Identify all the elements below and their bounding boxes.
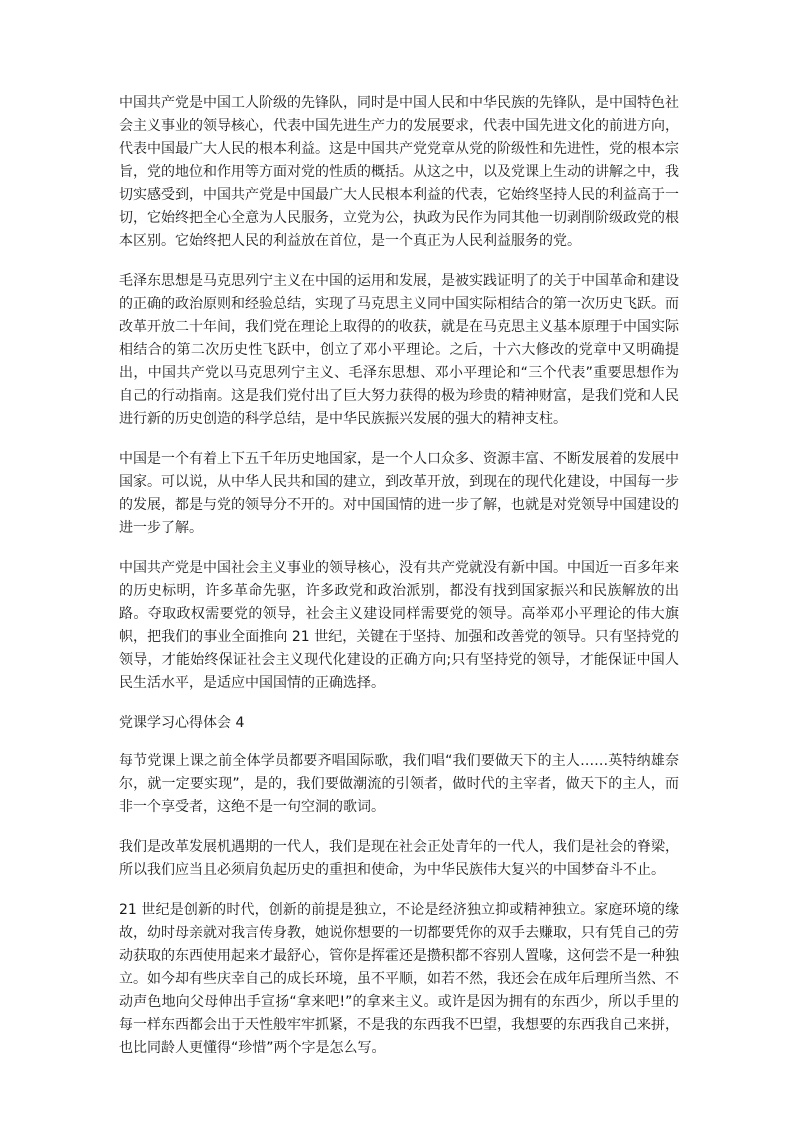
section-heading: 党课学习心得体会 4 [119, 715, 245, 731]
paragraph-mao-thought: 毛泽东思想是马克思列宁主义在中国的运用和发展，是被实践证明了的关于中国革命和建设的正确的政治原则和经验总结，实现了马克思主义同中国实际相结合的第一次历史飞跃。而改革开放二十年间，我们党在理论上取得的的收获，就是在马克思主义基本原理于中国实际相结合的第二次历史性飞跃中，创立了邓小平理论。之后，十六大修改的党章中又明确提出，中国共产党以马克思列宁主义、毛泽东思想、邓小平理论和“三个代表”重要思想作为自己的行动指南。这是我们党付出了巨大努力获得的极为珍贵的精神财富，是我们党和人民进行新的历史创造的科学总结，是中华民族振兴发展的强大的精神支柱。 [119, 273, 679, 427]
paragraph-party-nature: 中国共产党是中国工人阶级的先锋队，同时是中国人民和中华民族的先锋队，是中国特色社会主义事业的领导核心，代表中国先进生产力的发展要求，代表中国先进文化的前进方向，代表中国最广大人民的根本利益。这是中国共产党党章从党的阶级性和先进性，党的根本宗旨，党的地位和作用等方面对党的性质的概括。从这之中，以及党课上生动的讲解之中，我切实感受到，中国共产党是中国最广大人民根本利益的代表，它始终坚持人民的利益高于一切，它始终把全心全意为人民服务，立党为公，执政为民作为同其他一切剥削阶级政党的根本区别。它始终把人民的利益放在首位，是一个真正为人民利益服务的党。 [119, 95, 679, 249]
paragraph-party-leadership: 中国共产党是中国社会主义事业的领导核心，没有共产党就没有新中国。中国近一百多年来的历史标明，许多革命先驱，许多政党和政治派别，都没有找到国家振兴和民族解放的出路。夺取政权需要党的领导，社会主义建设同样需要党的领导。高举邓小平理论的伟大旗帜，把我们的事业全面推向 21 世纪，关键在于坚持、加强和改善党的领导。只有坚持党的领导，才能始终保证社会主义现代化建设的正确方向;只有坚持党的领导，才能保证中国人民生活水平，是适应中国国情的正确选择。 [119, 560, 679, 691]
document-page [119, 92, 679, 1077]
paragraph-china-history: 中国是一个有着上下五千年历史地国家，是一个人口众多、资源丰富、不断发展着的发展中国家。可以说，从中华人民共和国的建立，到改革开放，到现在的现代化建设，中国每一步的发展，都是与党的领导分不开的。对中国国情的进一步了解，也就是对党领导中国建设的进一步了解。 [119, 451, 679, 536]
paragraph-generation: 我们是改革发展机遇期的一代人，我们是现在社会正处青年的一代人，我们是社会的脊梁，所以我们应当且必须肩负起历史的重担和使命，为中华民族伟大复兴的中国梦奋斗不止。 [119, 839, 679, 878]
paragraph-independence: 21 世纪是创新的时代，创新的前提是独立，不论是经济独立抑或精神独立。家庭环境的缘故，幼时母亲就对我言传身教，她说你想要的一切都要凭你的双手去赚取，只有凭自己的劳动获取的东西使用起来才最舒心，管你是挥霍还是攒积都不容别人置喙，这何尝不是一种独立。如今却有些庆幸自己的成长环境，虽不平顺，如若不然，我还会在成年后理所当然、不动声色地向父母伸出手宣扬“拿来吧!”的拿来主义。或许是因为拥有的东西少，所以手里的每一样东西都会出于天性般牢牢抓紧，不是我的东西我不巴望，我想要的东西我自己来拼，也比同龄人更懂得“珍惜”两个字是怎么写。 [119, 902, 679, 1056]
paragraph-internationale: 每节党课上课之前全体学员都要齐唱国际歌，我们唱“我们要做天下的主人……英特纳雄奈尔，就一定要实现”，是的，我们要做潮流的引领者，做时代的主宰者，做天下的主人，而非一个享受者，这绝不是一句空洞的歌词。 [119, 753, 679, 815]
